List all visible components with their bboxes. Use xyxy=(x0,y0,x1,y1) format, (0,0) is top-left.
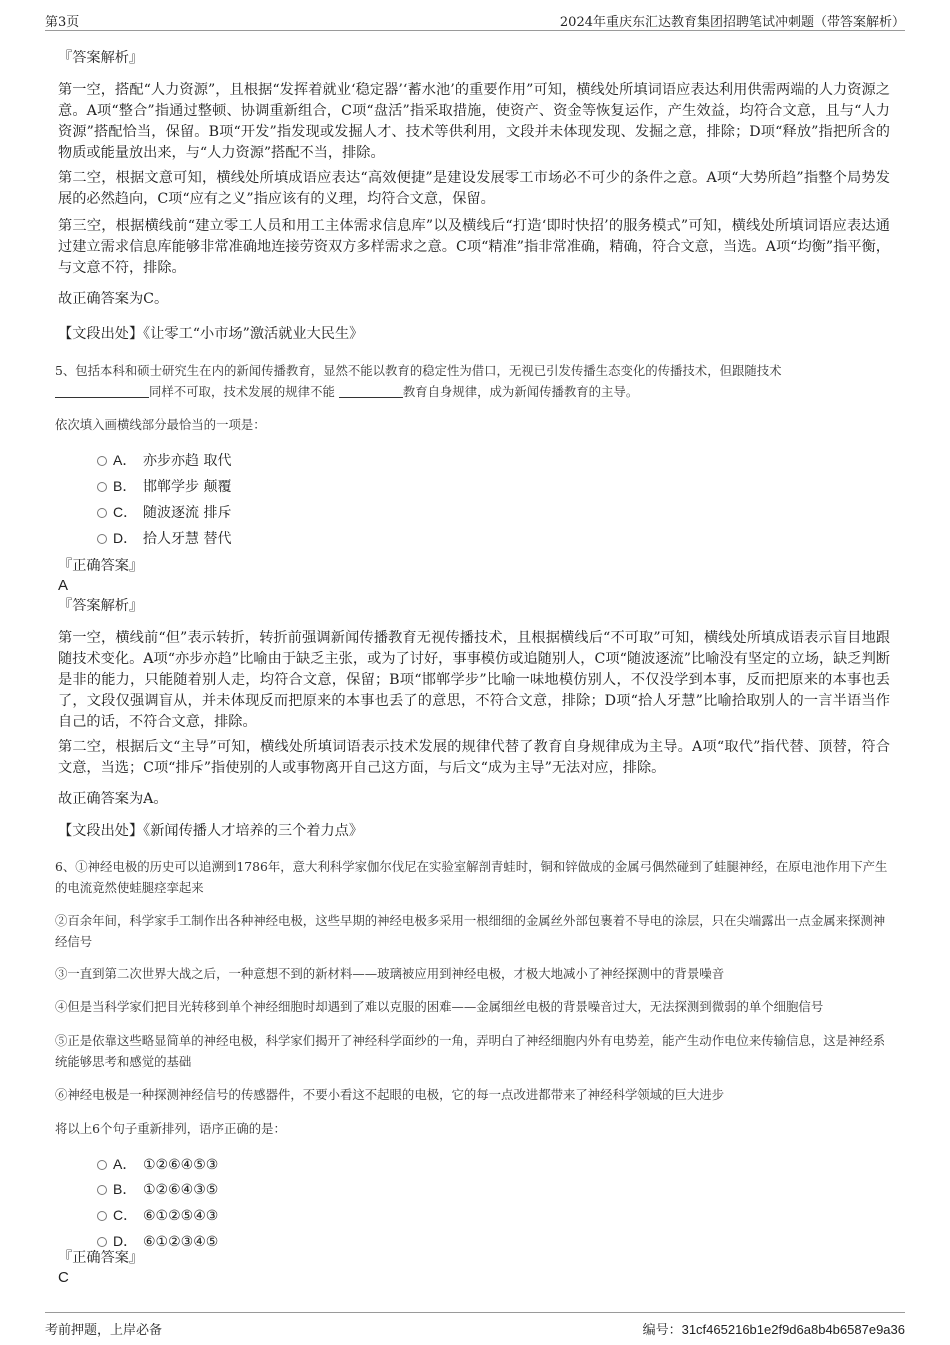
radio-icon[interactable] xyxy=(97,1211,107,1221)
document-title: 2024年重庆东汇达教育集团招聘笔试冲刺题（带答案解析） xyxy=(559,15,905,30)
radio-icon[interactable] xyxy=(97,1237,107,1247)
q5-option-a[interactable]: A． 亦步亦趋 取代 xyxy=(97,450,231,471)
q5-analysis-p1: 第一空，横线前“但”表示转折，转折前强调新闻传播教育无视传播技术，且根据横线后“不可取”可知，横线处所填成语表示盲目地跟随技术变化。A项“亦步亦趋”比喻由于缺乏主张，或为了讨好，事事模仿或追随别人，C项“随波逐流”比喻没有坚定的立场，缺乏判断是非的能力，只能随着别人走，均符合文意，保留；B项“邯郸学步”比喻一味地模仿别人，不仅没学到本事，反而把原来的本事也丢了，文段仅强调盲从，并未体现反而把原来的本事也丢了的意思，不符合文意，排除；D项“拾人牙慧”比喻拾取别人的一言半语当作自己的话，不符合文意，排除。 xyxy=(58,630,890,730)
q5-option-d[interactable]: D． 拾人牙慧 替代 xyxy=(97,528,231,549)
page-number: 第3页 xyxy=(45,15,80,30)
q6-sentence-5: ⑤正是依靠这些略显简单的神经电极，科学家们揭开了神经科学面纱的一角，弄明白了神经细胞内外有电势差，能产生动作电位来传输信息，这是神经系统能够思考和感觉的基础 xyxy=(55,1033,886,1069)
q4-conclusion: 故正确答案为C。 xyxy=(58,291,169,307)
q6-option-b[interactable]: B． ①②⑥④③⑤ xyxy=(97,1179,218,1200)
q5-option-b[interactable]: B． 邯郸学步 颠覆 xyxy=(97,476,231,497)
q5-stem: 5、包括本科和硕士研究生在内的新闻传播教育，显然不能以教育的稳定性为借口，无视已引发传播生态变化的传播技术，但跟随技术 同样不可取，技术发展的规律不能 教育自身规律，成为新闻传播教育的主导。 xyxy=(55,363,782,399)
q6-sentence-6: ⑥神经电极是一种探测神经信号的传感器件，不要小看这不起眼的电极，它的每一点改进都带来了神经科学领域的巨大进步 xyxy=(55,1087,725,1102)
q5-prompt: 依次填入画横线部分最恰当的一项是： xyxy=(55,417,266,432)
q6-option-d[interactable]: D． ⑥①②③④⑤ xyxy=(97,1231,218,1252)
q6-sentence-2: ②百余年间，科学家手工制作出各种神经电极，这些早期的神经电极多采用一根细细的金属丝外部包裹着不导电的涂层，只在尖端露出一点金属来探测神经信号 xyxy=(55,913,886,949)
radio-icon[interactable] xyxy=(97,534,107,544)
q6-sentence-1: 6、①神经电极的历史可以追溯到1786年，意大利科学家伽尔伐尼在实验室解剖青蛙时，铜和锌做成的金属弓偶然碰到了蛙腿神经，在原电池作用下产生的电流竟然使蛙腿痉挛起来 xyxy=(55,859,888,895)
page-footer xyxy=(45,1312,905,1337)
q5-conclusion: 故正确答案为A。 xyxy=(58,791,168,807)
q5-answer: A xyxy=(58,577,69,594)
page-header xyxy=(45,8,905,31)
q6-answer: C xyxy=(58,1269,69,1286)
q6-option-c[interactable]: C． ⑥①②⑤④③ xyxy=(97,1205,218,1226)
radio-icon[interactable] xyxy=(97,456,107,466)
q6-prompt: 将以上6个句子重新排列，语序正确的是： xyxy=(55,1121,286,1136)
q4-source: 【文段出处】《让零工“小市场”激活就业大民生》 xyxy=(58,326,364,342)
q5-source: 【文段出处】《新闻传播人才培养的三个着力点》 xyxy=(58,823,364,839)
q5-option-c[interactable]: C． 随波逐流 排斥 xyxy=(97,502,231,523)
radio-icon[interactable] xyxy=(97,508,107,518)
q6-answer-label: 『正确答案』 xyxy=(58,1250,144,1266)
q4-analysis-label: 『答案解析』 xyxy=(58,50,144,66)
document-code: 编号：31cf465216b1e2f9d6a8b4b6587e9a36 xyxy=(642,1322,905,1338)
radio-icon[interactable] xyxy=(97,1185,107,1195)
q5-blank-1 xyxy=(55,384,149,398)
q6-sentence-4: ④但是当科学家们把目光转移到单个神经细胞时却遇到了难以克服的困难——金属细丝电极的背景噪音过大，无法探测到微弱的单个细胞信号 xyxy=(55,999,824,1014)
q5-blank-2 xyxy=(339,384,403,398)
radio-icon[interactable] xyxy=(97,482,107,492)
q6-sentence-3: ③一直到第二次世界大战之后，一种意想不到的新材料——玻璃被应用到神经电极，才极大地减小了神经探测中的背景噪音 xyxy=(55,966,725,981)
footer-slogan: 考前押题，上岸必备 xyxy=(45,1323,163,1338)
q4-analysis-p2: 第二空，根据文意可知，横线处所填成语应表达“高效便捷”是建设发展零工市场必不可少的条件之意。A项“大势所趋”指整个局势发展的必然趋向，C项“应有之义”指应该有的义理，均符合文意，保留。 xyxy=(58,170,890,207)
q5-analysis-label: 『答案解析』 xyxy=(58,598,144,614)
q5-answer-label: 『正确答案』 xyxy=(58,558,144,574)
q6-option-a[interactable]: A． ①②⑥④⑤③ xyxy=(97,1154,218,1175)
radio-icon[interactable] xyxy=(97,1160,107,1170)
q4-analysis-p3: 第三空，根据横线前“建立零工人员和用工主体需求信息库”以及横线后“打造‘即时快招’的服务模式”可知，横线处所填词语应表达通过建立需求信息库能够非常准确地连接劳资双方多样需求之意。C项“精准”指非常准确，精确，符合文意，当选。A项“均衡”指平衡，与文意不符，排除。 xyxy=(58,218,890,276)
q4-analysis-p1: 第一空，搭配“人力资源”，且根据“发挥着就业‘稳定器’‘蓄水池’的重要作用”可知，横线处所填词语应表达利用供需两端的人力资源之意。A项“整合”指通过整顿、协调重新组合，C项“盘活”指采取措施，使资产、资金等恢复运作，产生效益，均符合文意，且与“人力资源”搭配恰当，保留。B项“开发”指发现或发掘人才、技术等供利用，文段并未体现发现、发掘之意，排除；D项“释放”指把所含的物质或能量放出来，与“人力资源”搭配不当，排除。 xyxy=(58,82,890,161)
q5-analysis-p2: 第二空，根据后文“主导”可知，横线处所填词语表示技术发展的规律代替了教育自身规律成为主导。A项“取代”指代替、顶替，符合文意，当选；C项“排斥”指使别的人或事物离开自己这方面，与后文“成为主导”无法对应，排除。 xyxy=(58,739,890,776)
